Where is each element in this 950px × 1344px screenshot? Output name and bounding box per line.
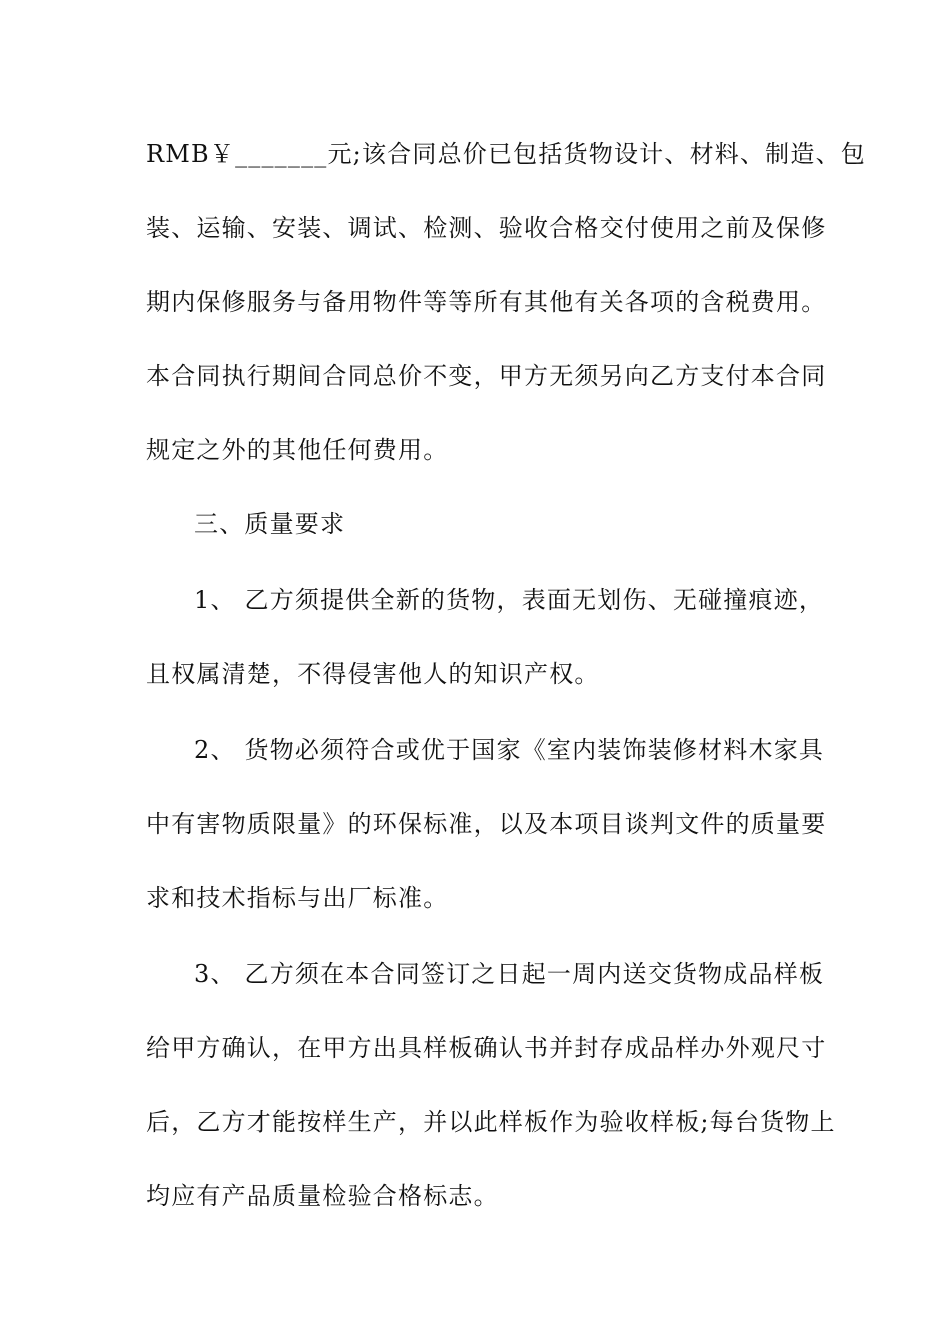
text-line-8: 且权属清楚，不得侵害他人的知识产权。 [146,660,600,688]
text-line-9: 2、 货物必须符合或优于国家《室内装饰装修材料木家具 [194,736,825,764]
text-line-1: RMB￥_______元;该合同总价已包括货物设计、材料、制造、包 [146,140,866,168]
text-line-11: 求和技术指标与出厂标准。 [146,884,449,912]
text-line-13: 给甲方确认，在甲方出具样板确认书并封存成品样办外观尺寸 [146,1034,827,1062]
text-line-12: 3、 乙方须在本合同签订之日起一周内送交货物成品样板 [194,960,825,988]
text-line-3: 期内保修服务与备用物件等等所有其他有关各项的含税费用。 [146,288,827,316]
text-line-5: 规定之外的其他任何费用。 [146,436,449,464]
text-line-4: 本合同执行期间合同总价不变，甲方无须另向乙方支付本合同 [146,362,827,390]
text-line-10: 中有害物质限量》的环保标准，以及本项目谈判文件的质量要 [146,810,827,838]
text-line-2: 装、运输、安装、调试、检测、验收合格交付使用之前及保修 [146,214,827,242]
text-line-15: 均应有产品质量检验合格标志。 [146,1182,499,1210]
text-line-7: 1、 乙方须提供全新的货物，表面无划伤、无碰撞痕迹， [194,586,825,614]
text-line-14: 后，乙方才能按样生产，并以此样板作为验收样板;每台货物上 [146,1108,836,1136]
section-heading-quality: 三、质量要求 [194,510,346,538]
